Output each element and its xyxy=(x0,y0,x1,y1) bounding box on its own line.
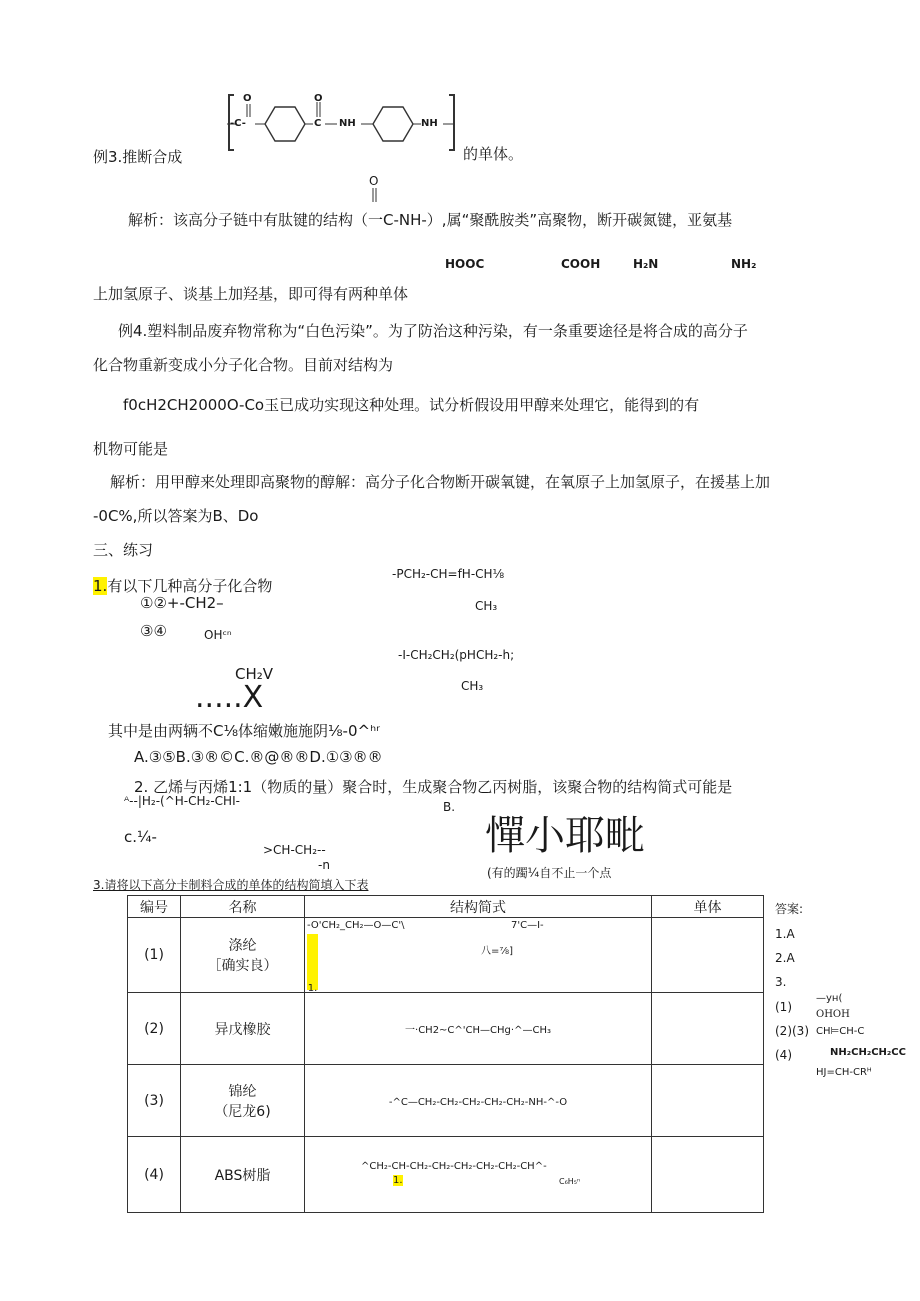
header-structure: 结构简式 xyxy=(305,896,652,918)
q1-items-a: ①②+-CH2– xyxy=(140,594,224,612)
q2-ch-ch2: >CH-CH₂-- xyxy=(263,843,326,857)
row1-struct-c: 1. xyxy=(307,934,318,990)
row4-struct-a: ^CH₂-CH-CH₂-CH₂-CH₂-CH₂-CH₂-CH^- xyxy=(361,1161,547,1172)
row3-name xyxy=(181,1065,305,1137)
structure-carbonyl2: C xyxy=(314,118,322,129)
row1-structure xyxy=(305,918,652,993)
q1-structure-1-ch3: CH₃ xyxy=(475,599,498,613)
q3-text: 3.请将以下高分卡制料合成的单体的结构简填入下表 xyxy=(93,878,369,892)
row3-name1: 锦纶 xyxy=(228,1083,257,1100)
example4-line3: f0cH2CH2000O-Co玉已成功实现这种处理。试分析假设用甲醇来处理它，能得到的有 xyxy=(123,396,700,414)
example4-analysis2: -0C%,所以答案为B、Do xyxy=(93,507,259,525)
row4-number: (4) xyxy=(128,1137,181,1213)
q2-note: (有的躅¼自不止一个点 xyxy=(487,866,612,880)
q2-option-c: c.¼- xyxy=(124,828,157,846)
row1-number: (1) xyxy=(128,918,181,993)
q2-option-a: ᴬ--|H₂-(^H-CH₂-CHI- xyxy=(124,794,240,808)
structure-lone-o: O xyxy=(369,174,379,188)
answer-r4-value: NH₂CH₂CH₂CC xyxy=(830,1047,906,1058)
structure-nh2: NH xyxy=(421,118,438,129)
example3-label: 例3.推断合成 xyxy=(93,148,183,166)
row4-struct-c: C₆H₅ⁿ xyxy=(559,1177,581,1186)
answer-r4: (4) xyxy=(775,1048,792,1062)
q1-number: 1. xyxy=(93,577,108,595)
q1-options: A.③⑤B.③®©C.®@®®D.①③®® xyxy=(134,748,383,766)
row3-monomer[interactable] xyxy=(652,1065,764,1137)
q1-dots-x: .....X xyxy=(195,680,264,715)
structure-carbonyl1: -C- xyxy=(230,118,246,129)
structure-nh1: NH xyxy=(339,118,356,129)
example4-line4: 机物可能是 xyxy=(93,440,169,458)
example3-suffix: 的单体。 xyxy=(463,145,524,163)
row1-struct-a: -O'CH₂_CH₂—O—C'\ xyxy=(307,920,405,931)
monomer-cooh: COOH xyxy=(561,257,601,271)
lone-o-bond xyxy=(370,188,380,204)
row3-number: (3) xyxy=(128,1065,181,1137)
row4-structure xyxy=(305,1137,652,1213)
row1-monomer[interactable] xyxy=(652,918,764,993)
row1-name xyxy=(181,918,305,993)
answer-r23: (2)(3) xyxy=(775,1024,809,1038)
row3-structure xyxy=(305,1065,652,1137)
example4-line1: 例4.塑料制品废弃物常称为“白色污染”。为了防治这种污染，有一条重要途径是将合成的高分子 xyxy=(118,322,748,340)
monomer-nh2: NH₂ xyxy=(731,257,757,271)
header-number: 编号 xyxy=(128,896,181,918)
answer-r1-b: OHOH xyxy=(816,1009,850,1020)
row3-struct: -^C—CH₂-CH₂-CH₂-CH₂-CH₂-NH-^-O xyxy=(388,1096,568,1108)
q1-text: 有以下几种高分子化合物 xyxy=(107,577,273,595)
row1-struct-b: 7'C—I- xyxy=(511,920,544,931)
answer-2: 2.A xyxy=(775,951,795,965)
q2-n: -n xyxy=(318,858,330,872)
q1-question: 其中是由两辆不C⅛体缩嫩施施阴⅛-0^ʰʳ xyxy=(108,722,381,740)
header-name: 名称 xyxy=(181,896,305,918)
q1-structure-1: -PCH₂-CH=fH-CH⅛ xyxy=(392,567,505,581)
q2-text: 2. 乙烯与丙烯1:1（物质的量）聚合时，生成聚合物乙丙树脂，该聚合物的结构简式可能是 xyxy=(134,778,733,796)
row1-name1: 涤纶 xyxy=(228,938,257,954)
row2-number: (2) xyxy=(128,993,181,1065)
example3-analysis-end: 上加氢原子、谈基上加羟基，即可得有两种单体 xyxy=(93,285,409,303)
example4-line2: 化合物重新变成小分子化合物。目前对结构为 xyxy=(93,356,394,374)
row2-name: 异戊橡胶 xyxy=(181,993,305,1065)
q1-structure-2: -I-CH₂CH₂(pHCH₂-h; xyxy=(398,648,515,662)
monomer-hooc: HOOC xyxy=(445,257,485,271)
monomer-table xyxy=(127,895,764,1213)
table-row xyxy=(128,1065,764,1137)
table-row xyxy=(128,1137,764,1213)
answer-1: 1.A xyxy=(775,927,795,941)
q1-oh: OHᶜⁿ xyxy=(204,628,232,642)
row2-structure xyxy=(305,993,652,1065)
structure-o2: O xyxy=(314,93,323,104)
monomer-h2n: H₂N xyxy=(633,257,659,271)
row4-struct-b: 1. xyxy=(393,1175,403,1186)
table-row xyxy=(128,993,764,1065)
row2-monomer[interactable] xyxy=(652,993,764,1065)
answers-title: 答案: xyxy=(775,902,804,916)
row4-monomer[interactable] xyxy=(652,1137,764,1213)
answer-r5-value: HJ=CH-CRᴴ xyxy=(816,1067,872,1078)
practice-heading: 三、练习 xyxy=(93,541,154,559)
q2-option-b: B. xyxy=(443,800,456,814)
row4-name: ABS树脂 xyxy=(181,1137,305,1213)
row1-name2: ［确实良） xyxy=(207,958,278,974)
q1-items-b: ③④ xyxy=(140,622,167,640)
row1-struct-big: 八=⅞] xyxy=(481,946,513,957)
q1-structure-2-ch3: CH₃ xyxy=(461,679,484,693)
table-header-row xyxy=(128,896,764,918)
example4-analysis1: 解析：用甲醇来处理即高聚物的醇解：高分子化合物断开碳氧键，在氧原子上加氢原子，在援基上加 xyxy=(110,473,771,491)
structure-o1: O xyxy=(243,93,252,104)
row3-name2: （尼龙6) xyxy=(214,1103,271,1120)
row2-struct: 一·CH2~C^'CH—CHg·^—CH₃ xyxy=(405,1024,551,1036)
q1-line xyxy=(93,577,272,595)
header-monomer: 单体 xyxy=(652,896,764,918)
answer-r1: (1) xyxy=(775,1000,792,1014)
table-row xyxy=(128,918,764,993)
answer-r1-value: —yн( xyxy=(816,993,843,1004)
answer-3: 3. xyxy=(775,975,787,989)
q1-ch2v: CH₂V xyxy=(235,665,274,683)
example3-analysis: 解析：该高分子链中有肽键的结构（一C-NH-）,属“聚酰胺类”高聚物，断开碳氮键，亚氨基 xyxy=(128,211,733,229)
answer-r23-value: CH⊨CH-C xyxy=(816,1026,865,1037)
q2-garbled-option-d: 憚小耶毗 xyxy=(485,813,645,859)
